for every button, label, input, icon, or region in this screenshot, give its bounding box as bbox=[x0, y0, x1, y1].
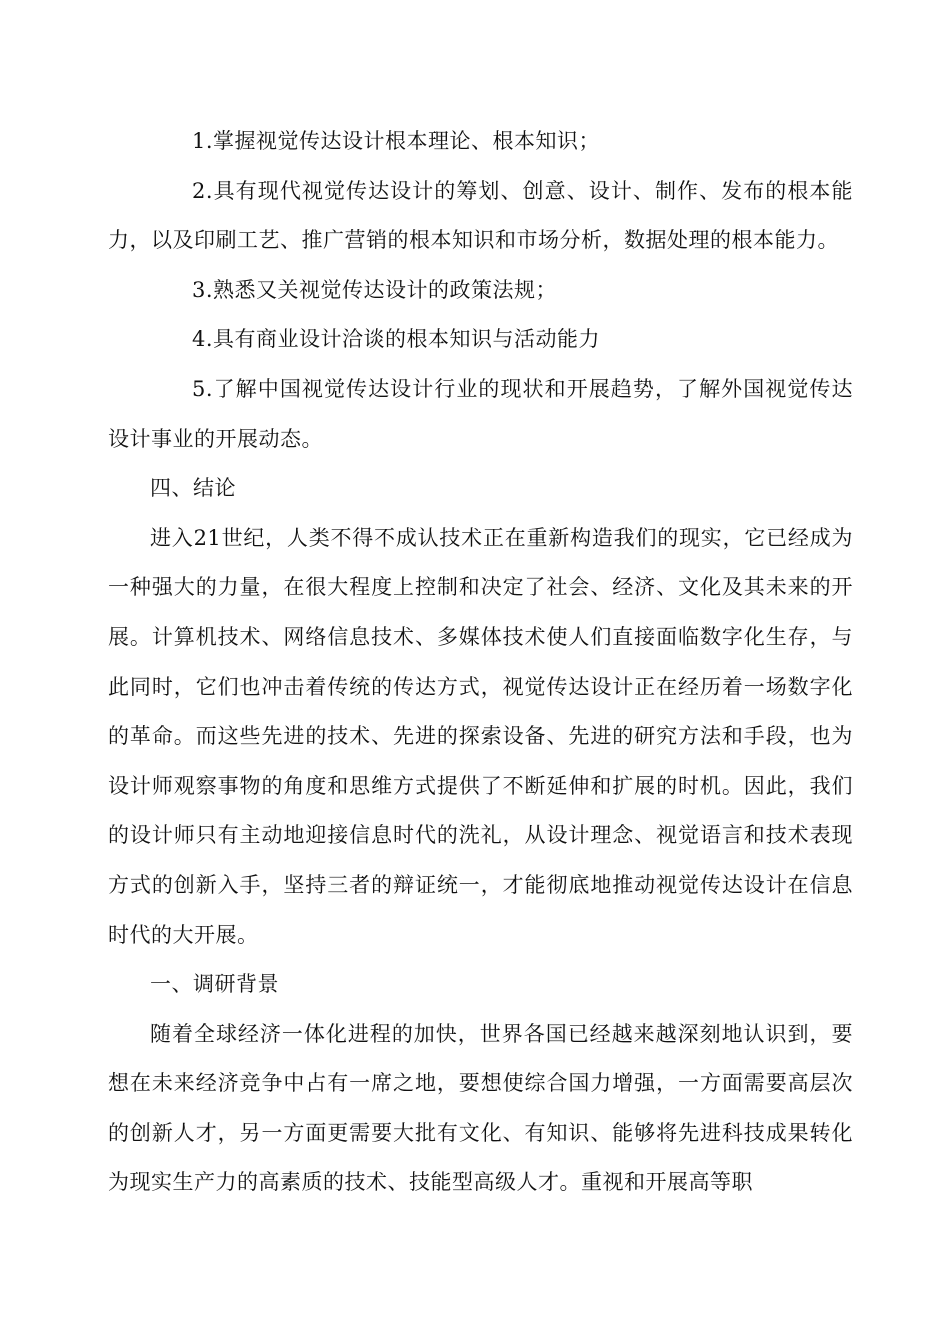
section-heading-background: 一、调研背景 bbox=[150, 972, 279, 997]
list-item-number: 2. bbox=[192, 178, 214, 203]
document-body bbox=[108, 117, 853, 1208]
list-item bbox=[108, 117, 853, 167]
conclusion-paragraph: 进入21世纪，人类不得不成认技术正在重新构造我们的现实，它已经成为一种强大的力量，在很大程度上控制和决定了社会、经济、文化及其未来的开展。计算机技术、网络信息技术、多媒体技术使人们直接面临数字化生存，与此同时，它们也冲击着传统的传达方式，视觉传达设计正在经历着一场数字化的革命。而这些先进的技术、先进的探索设备、先进的研究方法和手段，也为设计师观察事物的角度和思维方式提供了不断延伸和扩展的时机。因此，我们的设计师只有主动地迎接信息时代的洗礼，从设计理念、视觉语言和技术表现方式的创新入手，坚持三者的辩证统一，才能彻底地推动视觉传达设计在信息时代的大开展。 bbox=[108, 525, 853, 947]
list-item bbox=[108, 315, 853, 365]
list-item-text: 了解中国视觉传达设计行业的现状和开展趋势，了解外国视觉传达设计事业的开展动态。 bbox=[108, 376, 853, 451]
list-item-text: 具有现代视觉传达设计的筹划、创意、设计、制作、发布的根本能力，以及印刷工艺、推广营销的根本知识和市场分析，数据处理的根本能力。 bbox=[108, 178, 853, 253]
list-item-number: 4. bbox=[192, 327, 214, 352]
list-item bbox=[108, 365, 853, 464]
list-item-number: 5. bbox=[192, 376, 214, 401]
list-item-text: 熟悉又关视觉传达设计的政策法规； bbox=[213, 277, 558, 302]
list-item bbox=[108, 266, 853, 316]
list-item-number: 3. bbox=[192, 277, 214, 302]
list-item-number: 1. bbox=[192, 129, 214, 153]
background-paragraph: 随着全球经济一体化进程的加快，世界各国已经越来越深刻地认识到，要想在未来经济竞争中占有一席之地，要想使综合国力增强，一方面需要高层次的创新人才，另一方面更需要大批有文化、有知识、能够将先进科技成果转化为现实生产力的高素质的技术、技能型高级人才。重视和开展高等职 bbox=[108, 1021, 853, 1195]
section-heading-conclusion: 四、结论 bbox=[150, 476, 236, 501]
list-item bbox=[108, 167, 853, 266]
list-item-text: 掌握视觉传达设计根本理论、根本知识； bbox=[213, 129, 601, 153]
list-item-text: 具有商业设计洽谈的根本知识与活动能力 bbox=[213, 327, 601, 352]
